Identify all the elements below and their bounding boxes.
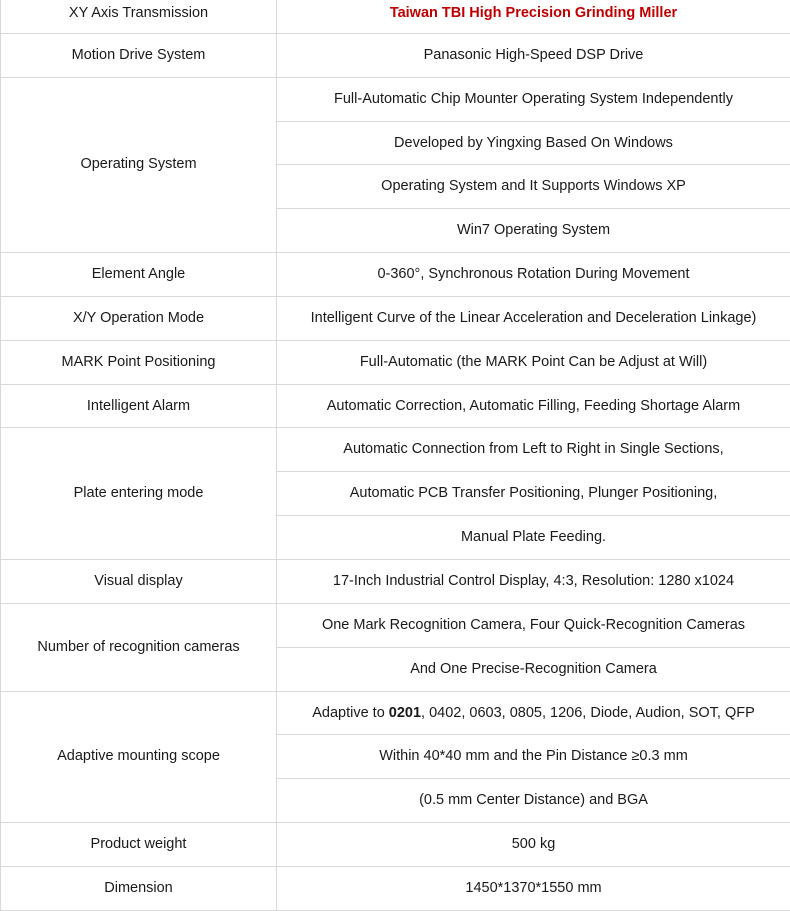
table-row xyxy=(1,428,790,560)
specification-table-body xyxy=(1,0,790,910)
spec-value-cell xyxy=(277,823,790,867)
spec-label-cell: Intelligent Alarm xyxy=(1,384,277,428)
spec-value-line: Automatic Correction, Automatic Filling, Feeding Shortage Alarm xyxy=(277,385,790,428)
spec-label-cell: MARK Point Positioning xyxy=(1,340,277,384)
table-row xyxy=(1,33,790,77)
spec-label-cell: Product weight xyxy=(1,823,277,867)
spec-value-line: 1450*1370*1550 mm xyxy=(277,867,790,910)
spec-value-cell xyxy=(277,0,790,33)
spec-label-cell: X/Y Operation Mode xyxy=(1,296,277,340)
spec-value-line: 500 kg xyxy=(277,823,790,866)
spec-value-line: Taiwan TBI High Precision Grinding Miller xyxy=(277,0,790,33)
table-row xyxy=(1,691,790,823)
spec-value-line: Within 40*40 mm and the Pin Distance ≥0.3 mm xyxy=(277,735,790,779)
spec-value-cell xyxy=(277,603,790,691)
spec-value-cell xyxy=(277,340,790,384)
spec-label-cell: Visual display xyxy=(1,559,277,603)
spec-value-cell xyxy=(277,33,790,77)
table-row xyxy=(1,603,790,691)
spec-value-cell xyxy=(277,428,790,560)
spec-value-line: Full-Automatic (the MARK Point Can be Adjust at Will) xyxy=(277,341,790,384)
spec-value-line: Operating System and It Supports Windows XP xyxy=(277,165,790,209)
table-row xyxy=(1,253,790,297)
spec-label-cell: Dimension xyxy=(1,866,277,910)
table-row xyxy=(1,77,790,252)
spec-value-line: 17-Inch Industrial Control Display, 4:3, Resolution: 1280 x1024 xyxy=(277,560,790,603)
spec-value-line: Panasonic High-Speed DSP Drive xyxy=(277,34,790,77)
spec-label-cell: Element Angle xyxy=(1,253,277,297)
spec-value-line: Automatic Connection from Left to Right in Single Sections, xyxy=(277,428,790,472)
spec-value-line: 0-360°, Synchronous Rotation During Movement xyxy=(277,253,790,296)
table-row xyxy=(1,866,790,910)
spec-label-cell: Motion Drive System xyxy=(1,33,277,77)
table-row xyxy=(1,823,790,867)
spec-value-line: Win7 Operating System xyxy=(277,209,790,252)
spec-value-line: And One Precise-Recognition Camera xyxy=(277,648,790,691)
spec-value-cell xyxy=(277,384,790,428)
table-row xyxy=(1,340,790,384)
spec-value-line: (0.5 mm Center Distance) and BGA xyxy=(277,779,790,822)
spec-value-cell xyxy=(277,77,790,252)
spec-value-line: Developed by Yingxing Based On Windows xyxy=(277,122,790,166)
table-row xyxy=(1,296,790,340)
spec-value-line: Adaptive to 0201, 0402, 0603, 0805, 1206, Diode, Audion, SOT, QFP xyxy=(277,692,790,736)
table-row xyxy=(1,0,790,33)
spec-value-line: Manual Plate Feeding. xyxy=(277,516,790,559)
spec-value-line: Full-Automatic Chip Mounter Operating System Independently xyxy=(277,78,790,122)
spec-label-cell: Operating System xyxy=(1,77,277,252)
spec-label-cell: XY Axis Transmission xyxy=(1,0,277,33)
table-row xyxy=(1,384,790,428)
spec-value-line: One Mark Recognition Camera, Four Quick-Recognition Cameras xyxy=(277,604,790,648)
spec-value-line: Intelligent Curve of the Linear Acceleration and Deceleration Linkage) xyxy=(277,297,790,340)
spec-label-cell: Number of recognition cameras xyxy=(1,603,277,691)
spec-value-line: Automatic PCB Transfer Positioning, Plunger Positioning, xyxy=(277,472,790,516)
spec-label-cell: Adaptive mounting scope xyxy=(1,691,277,823)
spec-label-cell: Plate entering mode xyxy=(1,428,277,560)
spec-value-cell xyxy=(277,296,790,340)
spec-value-cell xyxy=(277,253,790,297)
spec-value-cell xyxy=(277,559,790,603)
spec-value-cell xyxy=(277,691,790,823)
table-row xyxy=(1,559,790,603)
spec-value-cell xyxy=(277,866,790,910)
